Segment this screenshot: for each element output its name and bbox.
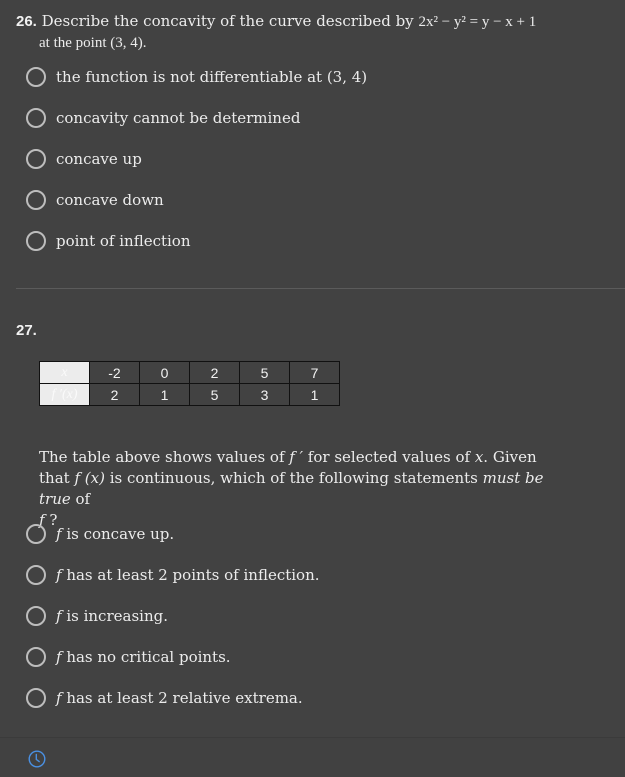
option-text: has no critical points. bbox=[61, 648, 231, 666]
question-26-number: 26. bbox=[16, 13, 37, 30]
table-cell: 3 bbox=[240, 384, 290, 406]
option-label bbox=[56, 648, 231, 666]
table-cell: 5 bbox=[240, 362, 290, 384]
option-label bbox=[56, 566, 320, 584]
stem-fprime: f ′ bbox=[289, 448, 304, 466]
stem-text: for selected values of bbox=[303, 448, 475, 466]
question-27-number: 27. bbox=[16, 322, 37, 339]
option-label bbox=[56, 689, 303, 707]
radio-button[interactable] bbox=[26, 688, 46, 708]
question-26-text: Describe the concavity of the curve described by bbox=[36, 12, 419, 30]
stem-emphasis: must be true bbox=[39, 469, 544, 508]
stem-f: f bbox=[39, 511, 45, 529]
stem-text: The table above shows values of bbox=[39, 448, 290, 466]
option-text: has at least 2 points of inflection. bbox=[61, 566, 320, 584]
function-symbol: f bbox=[56, 566, 62, 584]
footer-bar bbox=[0, 737, 625, 777]
radio-button[interactable] bbox=[26, 108, 46, 128]
table-cell: 2 bbox=[190, 362, 240, 384]
radio-button[interactable] bbox=[26, 231, 46, 251]
option-label: concave up bbox=[56, 150, 142, 168]
q26-option-concave-up[interactable] bbox=[26, 148, 142, 170]
stem-text: . Given that bbox=[39, 448, 537, 487]
q27-option-increasing[interactable] bbox=[26, 605, 168, 627]
stem-text: ? bbox=[44, 511, 58, 529]
radio-button[interactable] bbox=[26, 524, 46, 544]
radio-button[interactable] bbox=[26, 149, 46, 169]
option-label: point of inflection bbox=[56, 232, 191, 250]
table-cell: 0 bbox=[140, 362, 190, 384]
q26-option-not-differentiable[interactable] bbox=[26, 66, 367, 88]
function-symbol: f bbox=[56, 607, 62, 625]
option-label: concave down bbox=[56, 191, 164, 209]
row-header-fprime: f ′(x) bbox=[40, 384, 90, 406]
option-label: concavity cannot be determined bbox=[56, 109, 301, 127]
function-symbol: f bbox=[56, 648, 62, 666]
table-cell: 7 bbox=[290, 362, 340, 384]
radio-button[interactable] bbox=[26, 647, 46, 667]
table-cell: 2 bbox=[90, 384, 140, 406]
table-cell: 1 bbox=[290, 384, 340, 406]
option-text: has at least 2 relative extrema. bbox=[61, 689, 303, 707]
radio-button[interactable] bbox=[26, 606, 46, 626]
q27-option-no-critical-points[interactable] bbox=[26, 646, 231, 668]
stem-fx: f (x) bbox=[74, 469, 105, 487]
table-row-fprime bbox=[40, 384, 340, 406]
radio-button[interactable] bbox=[26, 565, 46, 585]
option-label bbox=[56, 525, 174, 543]
derivative-values-table bbox=[39, 361, 340, 406]
function-symbol: f bbox=[56, 689, 62, 707]
radio-button[interactable] bbox=[26, 190, 46, 210]
question-26-text-line2: at the point (3, 4). bbox=[39, 35, 147, 51]
q26-option-concave-down[interactable] bbox=[26, 189, 164, 211]
option-text: is concave up. bbox=[61, 525, 175, 543]
table-row-x bbox=[40, 362, 340, 384]
clock-icon[interactable] bbox=[28, 750, 46, 768]
q27-option-concave-up[interactable] bbox=[26, 523, 174, 545]
question-separator bbox=[16, 288, 625, 289]
option-text: is increasing. bbox=[61, 607, 168, 625]
stem-text: is continuous, which of the following statements bbox=[104, 469, 483, 487]
question-26-stem bbox=[16, 11, 606, 54]
q27-option-two-inflection-points[interactable] bbox=[26, 564, 320, 586]
table-cell: 1 bbox=[140, 384, 190, 406]
stem-x: x bbox=[474, 448, 484, 466]
table-cell: 5 bbox=[190, 384, 240, 406]
q26-option-cannot-determine[interactable] bbox=[26, 107, 300, 129]
question-26-equation: 2x² − y² = y − x + 1 bbox=[418, 14, 537, 30]
question-27-stem bbox=[39, 447, 559, 531]
stem-text: of bbox=[70, 490, 91, 508]
function-symbol: f bbox=[56, 525, 62, 543]
q27-option-two-relative-extrema[interactable] bbox=[26, 687, 303, 709]
row-header-x: x bbox=[40, 362, 90, 384]
option-label bbox=[56, 607, 168, 625]
table-cell: -2 bbox=[90, 362, 140, 384]
q26-option-point-of-inflection[interactable] bbox=[26, 230, 191, 252]
option-label: the function is not differentiable at (3, 4) bbox=[56, 68, 368, 86]
radio-button[interactable] bbox=[26, 67, 46, 87]
